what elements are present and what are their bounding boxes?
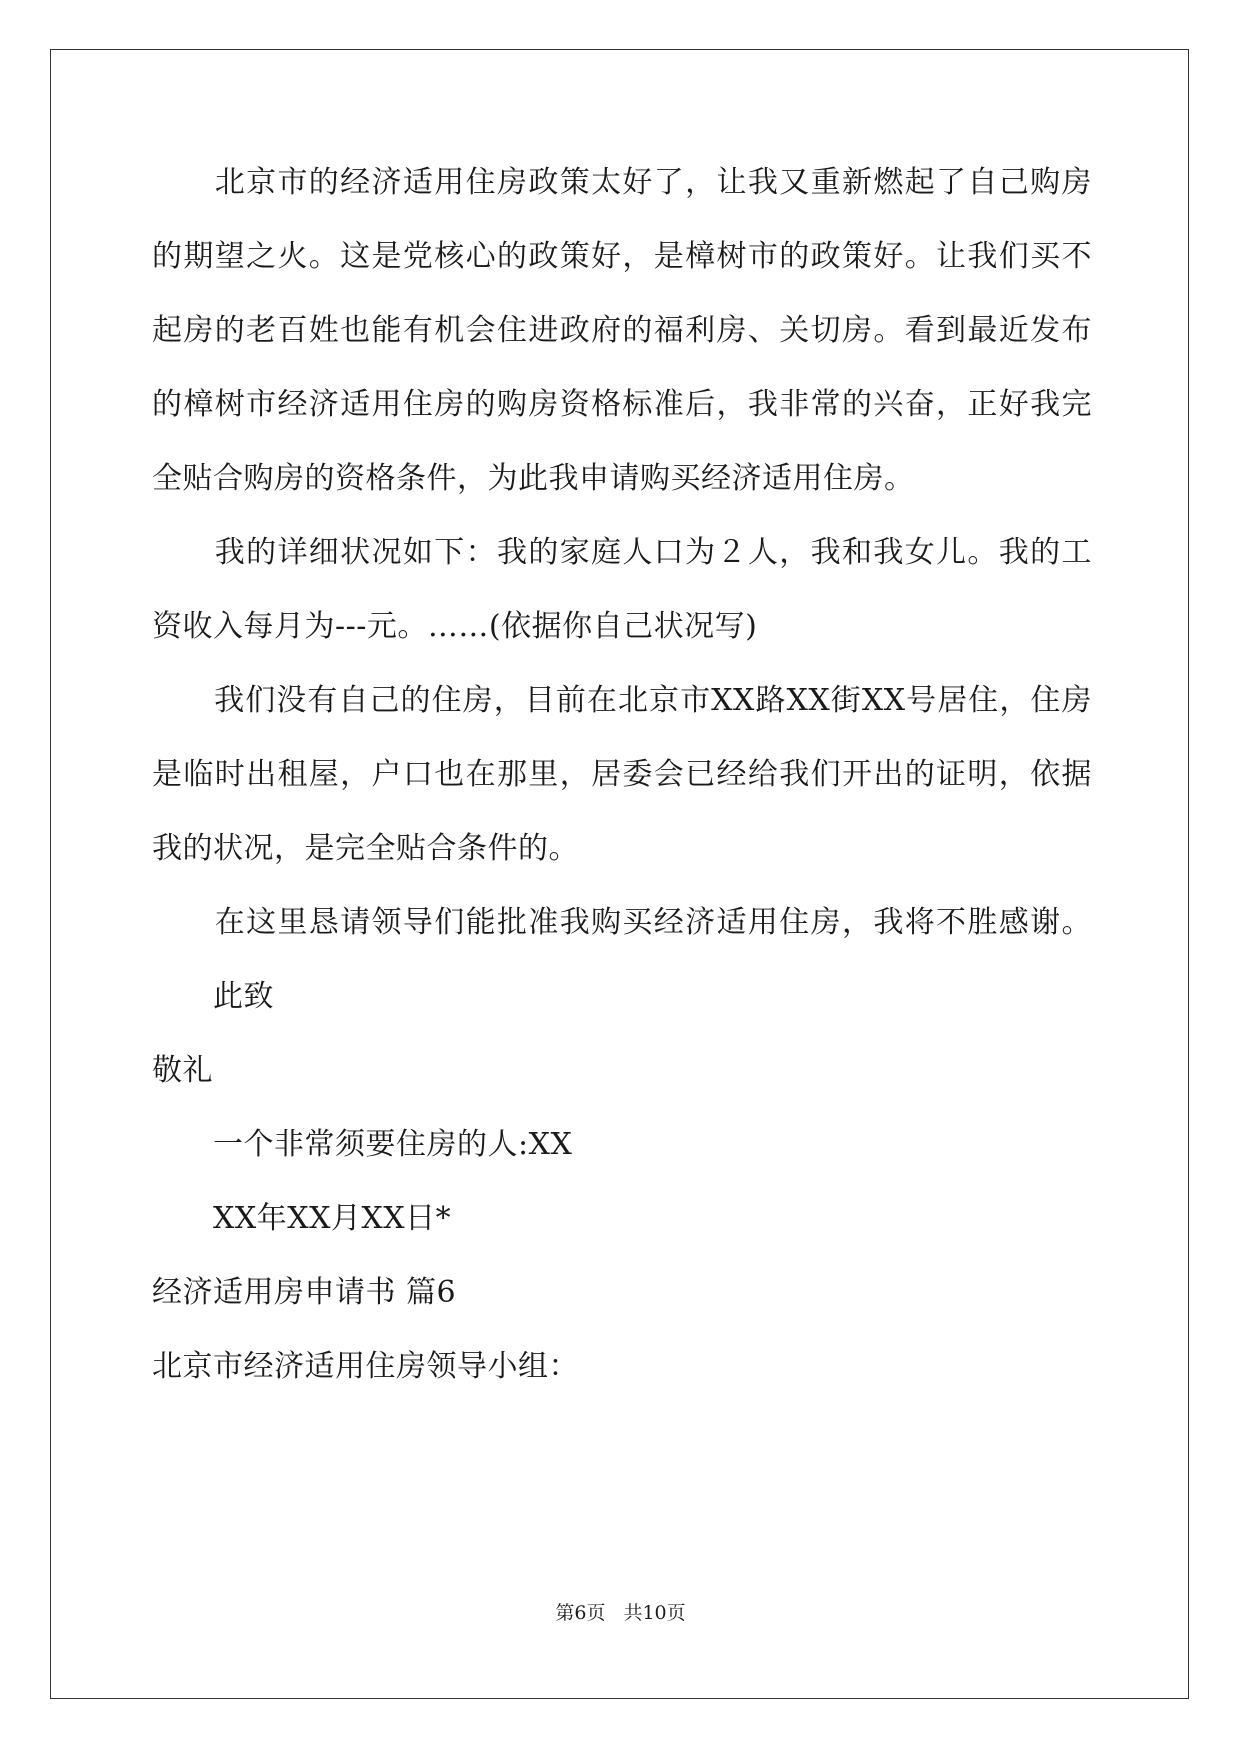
text-line: 的期望之火。这是党核心的政策好，是樟树市的政策好。让我们买不	[152, 239, 1092, 274]
text-line: 北京市经济适用住房领导小组：	[152, 1349, 579, 1384]
page-number: 第6页	[555, 1602, 606, 1624]
text-line: 一个非常须要住房的人:XX	[152, 1127, 573, 1162]
page-footer	[0, 1601, 1241, 1625]
text-line: 在这里恳请领导们能批准我购买经济适用住房，我将不胜感谢。	[152, 905, 1092, 940]
text-line: 全贴合购房的资格条件，为此我申请购买经济适用住房。	[152, 461, 915, 496]
page-border	[50, 49, 1189, 1699]
text-line: 起房的老百姓也能有机会住进政府的福利房、关切房。看到最近发布	[152, 313, 1092, 348]
text-line: 我们没有自己的住房，目前在北京市XX路XX街XX号居住，住房	[152, 683, 1092, 718]
section-heading: 经济适用房申请书 篇6	[152, 1275, 457, 1310]
page-total: 共10页	[623, 1602, 686, 1624]
text-line: 资收入每月为---元。……(依据你自己状况写)	[152, 609, 758, 644]
text-line: 是临时出租屋，户口也在那里，居委会已经给我们开出的证明，依据	[152, 757, 1092, 792]
text-line: XX年XX月XX日*	[152, 1201, 452, 1236]
text-line: 此致	[152, 979, 274, 1014]
text-line: 我的详细状况如下：我的家庭人口为２人，我和我女儿。我的工	[152, 535, 1092, 570]
text-line: 北京市的经济适用住房政策太好了，让我又重新燃起了自己购房	[152, 165, 1092, 200]
text-line: 敬礼	[152, 1053, 213, 1088]
text-line: 我的状况，是完全贴合条件的。	[152, 831, 579, 866]
text-line: 的樟树市经济适用住房的购房资格标准后，我非常的兴奋，正好我完	[152, 387, 1092, 422]
